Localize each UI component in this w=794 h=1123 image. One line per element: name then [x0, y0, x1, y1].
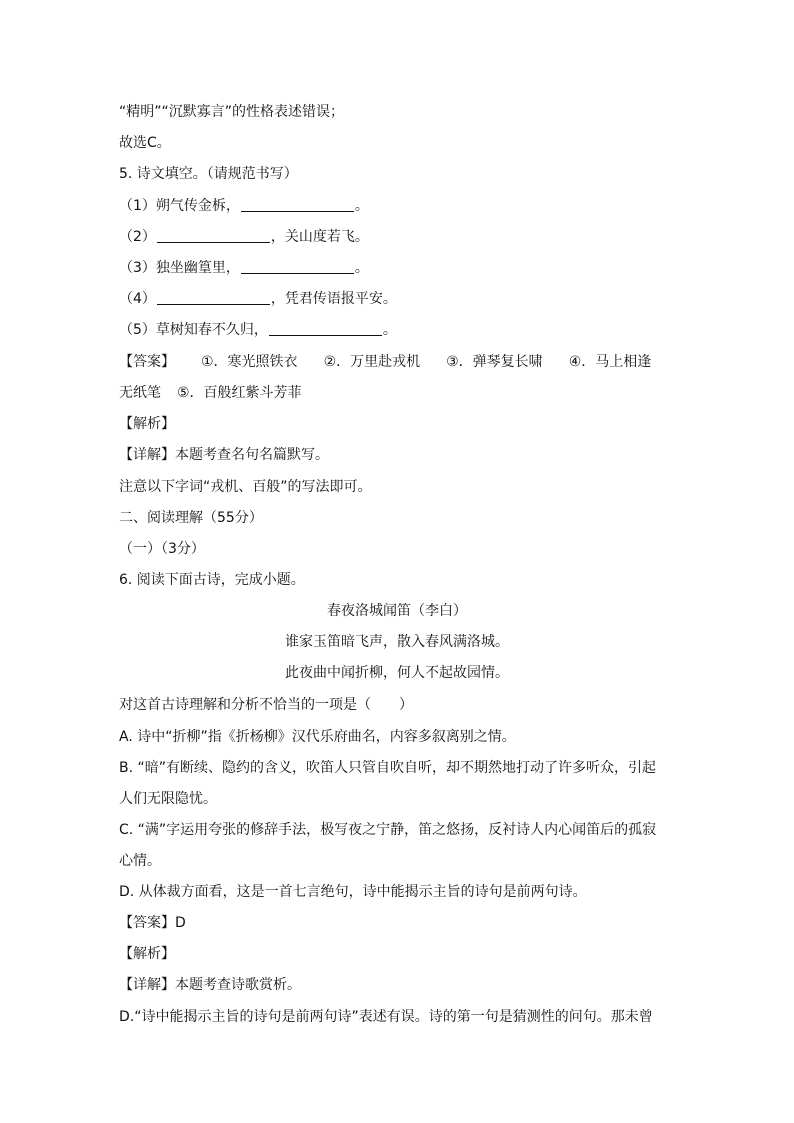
detail-line: 【详解】本题考查名句名篇默写。 — [119, 447, 329, 463]
text-line: D.“诗中能揭示主旨的诗句是前两句诗”表述有误。诗的第一句是猜测性的问句。那未曾 — [119, 1009, 653, 1025]
poem-title: 春夜洛城闻笛（李白） — [327, 603, 467, 619]
poem-line: 谁家玉笛暗飞声，散入春风满洛城。 — [285, 634, 509, 650]
question-prompt: 对这首古诗理解和分析不恰当的一项是（ ） — [119, 697, 413, 713]
answer-line: 【答案】 ①．寒光照铁衣 ②．万里赴戎机 ③．弹琴复长啸 ④．马上相逢 — [119, 354, 652, 370]
question-6-heading: 6. 阅读下面古诗，完成小题。 — [119, 572, 305, 588]
fill-item-2: （2） ，关山度若飞。 — [119, 229, 369, 245]
option-d: D. 从体裁方面看，这是一首七言绝句，诗中能揭示主旨的诗句是前两句诗。 — [119, 884, 587, 900]
answer-blank[interactable] — [157, 228, 270, 243]
question-5-heading: 5. 诗文填空。（请规范书写） — [119, 166, 298, 182]
option-b: B. “暗”有断续、隐约的含义，吹笛人只管自吹自听，却不期然地打动了许多听众，引起 — [119, 760, 657, 776]
text-line: 注意以下字词“戎机、百般”的写法即可。 — [119, 479, 372, 495]
analysis-heading: 【解析】 — [119, 416, 175, 432]
answer-line-cont: 无纸笔 ⑤．百般红紫斗芳菲 — [119, 385, 302, 401]
option-c: C. “满”字运用夸张的修辞手法，极写夜之宁静，笛之悠扬，反衬诗人内心闻笛后的孤寂 — [119, 822, 657, 838]
answer-line: 【答案】D — [119, 915, 186, 931]
part-heading: （一）（3分） — [119, 541, 205, 557]
answer-blank[interactable] — [241, 197, 354, 212]
fill-item-3: （3）独坐幽篁里， 。 — [119, 260, 369, 276]
analysis-heading: 【解析】 — [119, 946, 175, 962]
option-b-cont: 人们无限隐忧。 — [119, 791, 217, 807]
text-line: 故选C。 — [119, 135, 171, 151]
fill-item-1: （1）朔气传金柝， 。 — [119, 198, 369, 214]
answer-blank[interactable] — [157, 290, 270, 305]
answer-blank[interactable] — [241, 259, 354, 274]
text-line: “精明”“沉默寡言”的性格表述错误； — [119, 104, 345, 120]
option-c-cont: 心情。 — [119, 853, 161, 869]
section-heading: 二、阅读理解（55分） — [119, 510, 263, 526]
poem-line: 此夜曲中闻折柳，何人不起故园情。 — [285, 665, 509, 681]
answer-blank[interactable] — [269, 321, 382, 336]
detail-line: 【详解】本题考查诗歌赏析。 — [119, 977, 301, 993]
fill-item-4: （4） ，凭君传语报平安。 — [119, 291, 397, 307]
fill-item-5: （5）草树知春不久归， 。 — [119, 322, 397, 338]
option-a: A. 诗中“折柳”指《折杨柳》汉代乐府曲名，内容多叙离别之情。 — [119, 729, 516, 745]
